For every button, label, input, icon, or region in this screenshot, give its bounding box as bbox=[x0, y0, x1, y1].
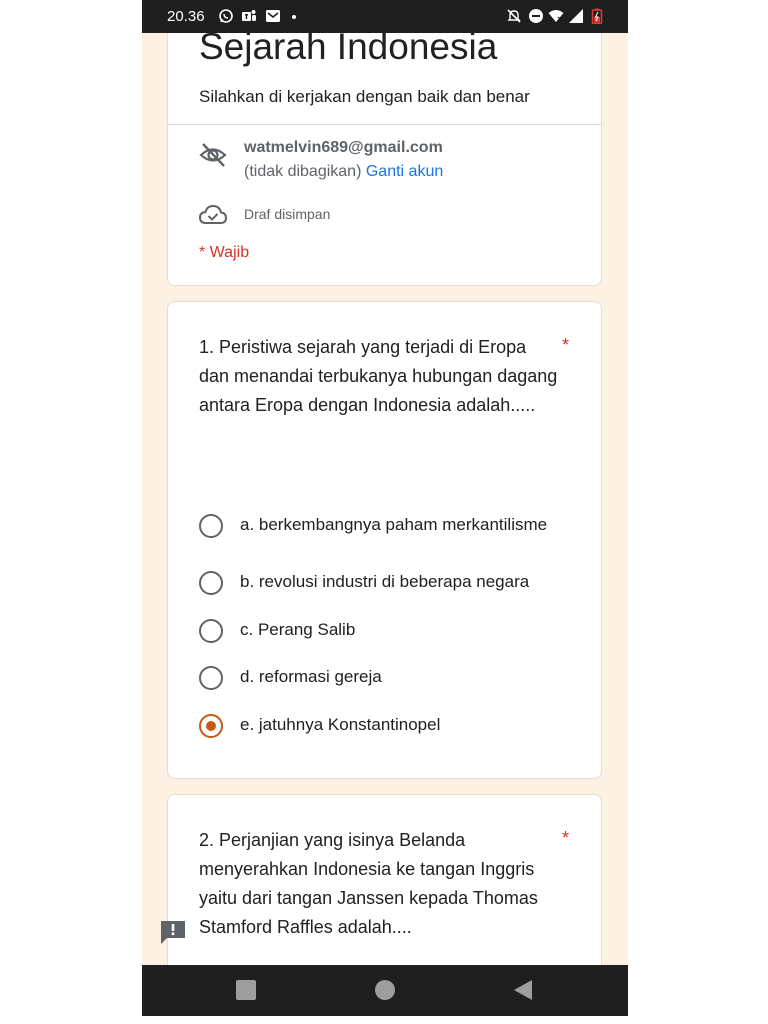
radio-button[interactable] bbox=[199, 666, 223, 690]
status-time: 20.36 bbox=[167, 8, 205, 25]
navigation-bar bbox=[142, 965, 628, 1016]
home-button[interactable] bbox=[374, 979, 396, 1001]
question-text: 2. Perjanjian yang isinya Belanda menyerahkan Indonesia ke tangan Inggris yaitu dari tangan Janssen kepada Thomas Stamford Raffles adalah.... bbox=[199, 830, 538, 937]
question-text: 1. Peristiwa sejarah yang terjadi di Eropa dan menandai terbukanya hubungan dagang antara Eropa dengan Indonesia adalah..... bbox=[199, 337, 558, 415]
form-content[interactable] bbox=[142, 33, 628, 965]
cloud-done-icon bbox=[198, 203, 228, 227]
mute-icon bbox=[506, 8, 522, 24]
teams-icon bbox=[241, 8, 257, 24]
dnd-icon bbox=[528, 8, 544, 24]
signal-icon bbox=[568, 8, 584, 24]
mail-icon bbox=[265, 8, 281, 24]
account-share-line bbox=[244, 163, 443, 181]
switch-account-link[interactable]: Ganti akun bbox=[365, 163, 444, 180]
account-email: watmelvin689@gmail.com bbox=[244, 139, 443, 156]
whatsapp-icon bbox=[218, 8, 234, 24]
dot-icon bbox=[288, 8, 304, 24]
question-card bbox=[167, 794, 602, 965]
feedback-icon[interactable] bbox=[159, 919, 187, 945]
battery-icon bbox=[589, 8, 605, 24]
back-button[interactable] bbox=[512, 979, 534, 1001]
phone-screen bbox=[142, 0, 628, 1016]
wifi-icon bbox=[548, 8, 564, 24]
option-label: e. jatuhnya Konstantinopel bbox=[240, 715, 441, 734]
header-divider bbox=[168, 124, 603, 125]
option-label: b. revolusi industri di beberapa negara bbox=[240, 572, 530, 591]
recents-button[interactable] bbox=[235, 979, 257, 1001]
visibility-off-icon bbox=[198, 140, 228, 170]
radio-button[interactable] bbox=[199, 514, 223, 538]
required-asterisk: * bbox=[562, 335, 570, 355]
required-note: * Wajib bbox=[199, 244, 250, 261]
status-bar bbox=[142, 0, 628, 33]
form-description: Silahkan di kerjakan dengan baik dan benar bbox=[199, 87, 530, 106]
option-label: a. berkembangnya paham merkantilisme bbox=[240, 515, 548, 534]
draft-saved-status: Draf disimpan bbox=[244, 206, 331, 222]
radio-button[interactable] bbox=[199, 619, 223, 643]
radio-button[interactable] bbox=[199, 714, 223, 738]
question-card bbox=[167, 301, 602, 779]
option-label: c. Perang Salib bbox=[240, 620, 356, 639]
required-asterisk: * bbox=[562, 828, 570, 848]
form-header-card bbox=[167, 33, 602, 286]
not-shared-label: (tidak dibagikan) bbox=[244, 163, 362, 180]
option-label: d. reformasi gereja bbox=[240, 667, 382, 686]
form-title: Sejarah Indonesia bbox=[199, 33, 498, 67]
radio-button[interactable] bbox=[199, 571, 223, 595]
